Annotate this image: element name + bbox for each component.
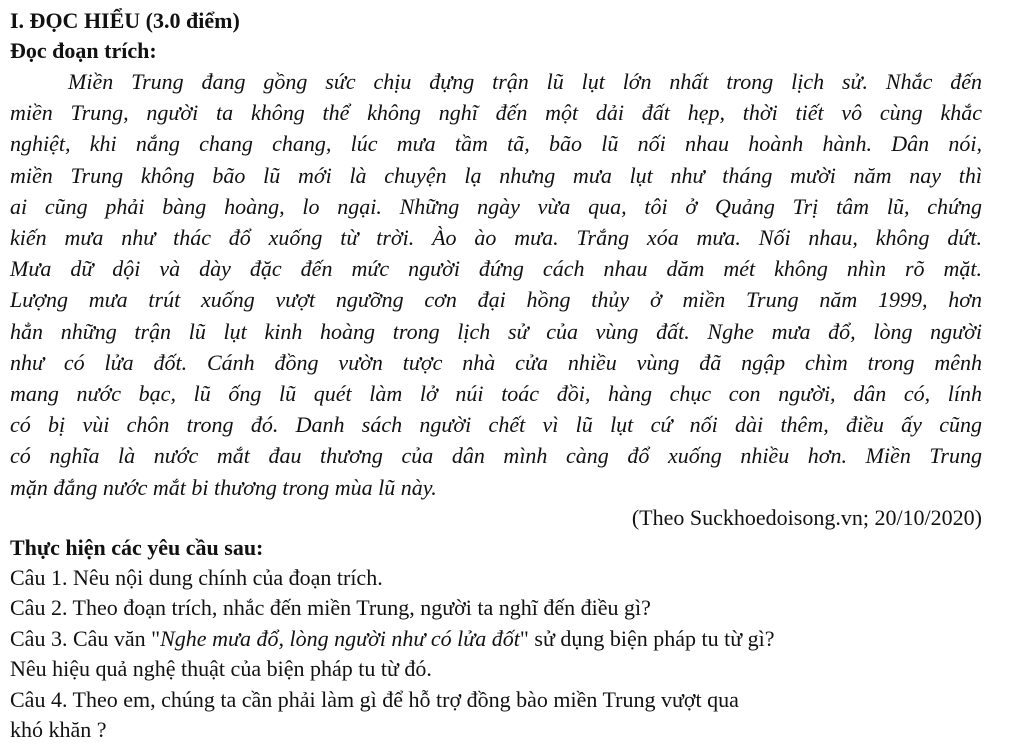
question-1: Câu 1. Nêu nội dung chính của đoạn trích. <box>10 564 383 590</box>
passage-line: có nghĩa là nước mắt đau thương của dân mình càng đổ xuống nhiều hơn. Miền Trung <box>10 443 982 469</box>
question-3-prefix: Câu 3. Câu văn " <box>10 625 161 651</box>
question-4: Câu 4. Theo em, chúng ta cần phải làm gì để hỗ trợ đồng bào miền Trung vượt qua <box>10 686 739 712</box>
passage-line: như có lửa đốt. Cánh đồng vườn tược nhà cửa nhiều vùng đã ngập chìm trong mênh <box>10 349 982 375</box>
passage-line: kiến mưa như thác đổ xuống từ trời. Ào ào mưa. Trắng xóa mưa. Nối nhau, không dứt. <box>10 225 982 251</box>
passage-line: miền Trung không bão lũ mới là chuyện lạ nhưng mưa lụt như tháng mười năm nay thì <box>10 162 982 188</box>
passage-line: nghiệt, khi nắng chang chang, lúc mưa tầm tã, bão lũ nối nhau hoành hành. Dân nói, <box>10 131 982 157</box>
passage-line: Lượng mưa trút xuống vượt ngưỡng cơn đại hồng thủy ở miền Trung năm 1999, hơn <box>10 287 982 313</box>
question-3-line2: Nêu hiệu quả nghệ thuật của biện pháp tu từ đó. <box>10 656 432 682</box>
question-2: Câu 2. Theo đoạn trích, nhắc đến miền Trung, người ta nghĩ đến điều gì? <box>10 595 651 621</box>
passage-line: mặn đắng nước mắt bi thương trong mùa lũ này. <box>10 474 437 500</box>
question-3-suffix: " sử dụng biện pháp tu từ gì? <box>519 625 775 651</box>
question-3-quote: Nghe mưa đổ, lòng người như có lửa đốt <box>160 625 520 651</box>
passage-heading: Đọc đoạn trích: <box>10 38 157 63</box>
passage-text <box>10 66 982 503</box>
question-3 <box>10 624 982 655</box>
passage-line: hẳn những trận lũ lụt kinh hoàng trong lịch sử của vùng đất. Nghe mưa đổ, lòng người <box>10 318 982 344</box>
passage-line: mang nước bạc, lũ ống lũ quét làm lở núi toác đồi, hàng chục con người, dân có, lính <box>10 381 982 407</box>
source-citation: (Theo Suckhoedoisong.vn; 20/10/2020) <box>631 504 982 530</box>
question-4-line2: khó khăn ? <box>10 717 107 743</box>
passage-line: miền Trung, người ta không thể không nghĩ đến một dải đất hẹp, thời tiết vô cùng khắc <box>10 100 982 126</box>
passage-line: có bị vùi chôn trong đó. Danh sách người chết vì lũ lụt cứ nối dài thêm, điều ấy cũng <box>10 412 982 438</box>
passage-line: Mưa dữ dội và dày đặc đến mức người đứng cách nhau dăm mét không nhìn rõ mặt. <box>10 256 982 282</box>
passage-line: ai cũng phải bàng hoàng, lo ngại. Những ngày vừa qua, tôi ở Quảng Trị tâm lũ, chứng <box>10 193 982 219</box>
tasks-heading: Thực hiện các yêu cầu sau: <box>10 534 264 560</box>
section-title: I. ĐỌC HIỂU (3.0 điểm) <box>10 8 240 33</box>
passage-line: Miền Trung đang gồng sức chịu đựng trận lũ lụt lớn nhất trong lịch sử. Nhắc đến <box>68 69 982 94</box>
